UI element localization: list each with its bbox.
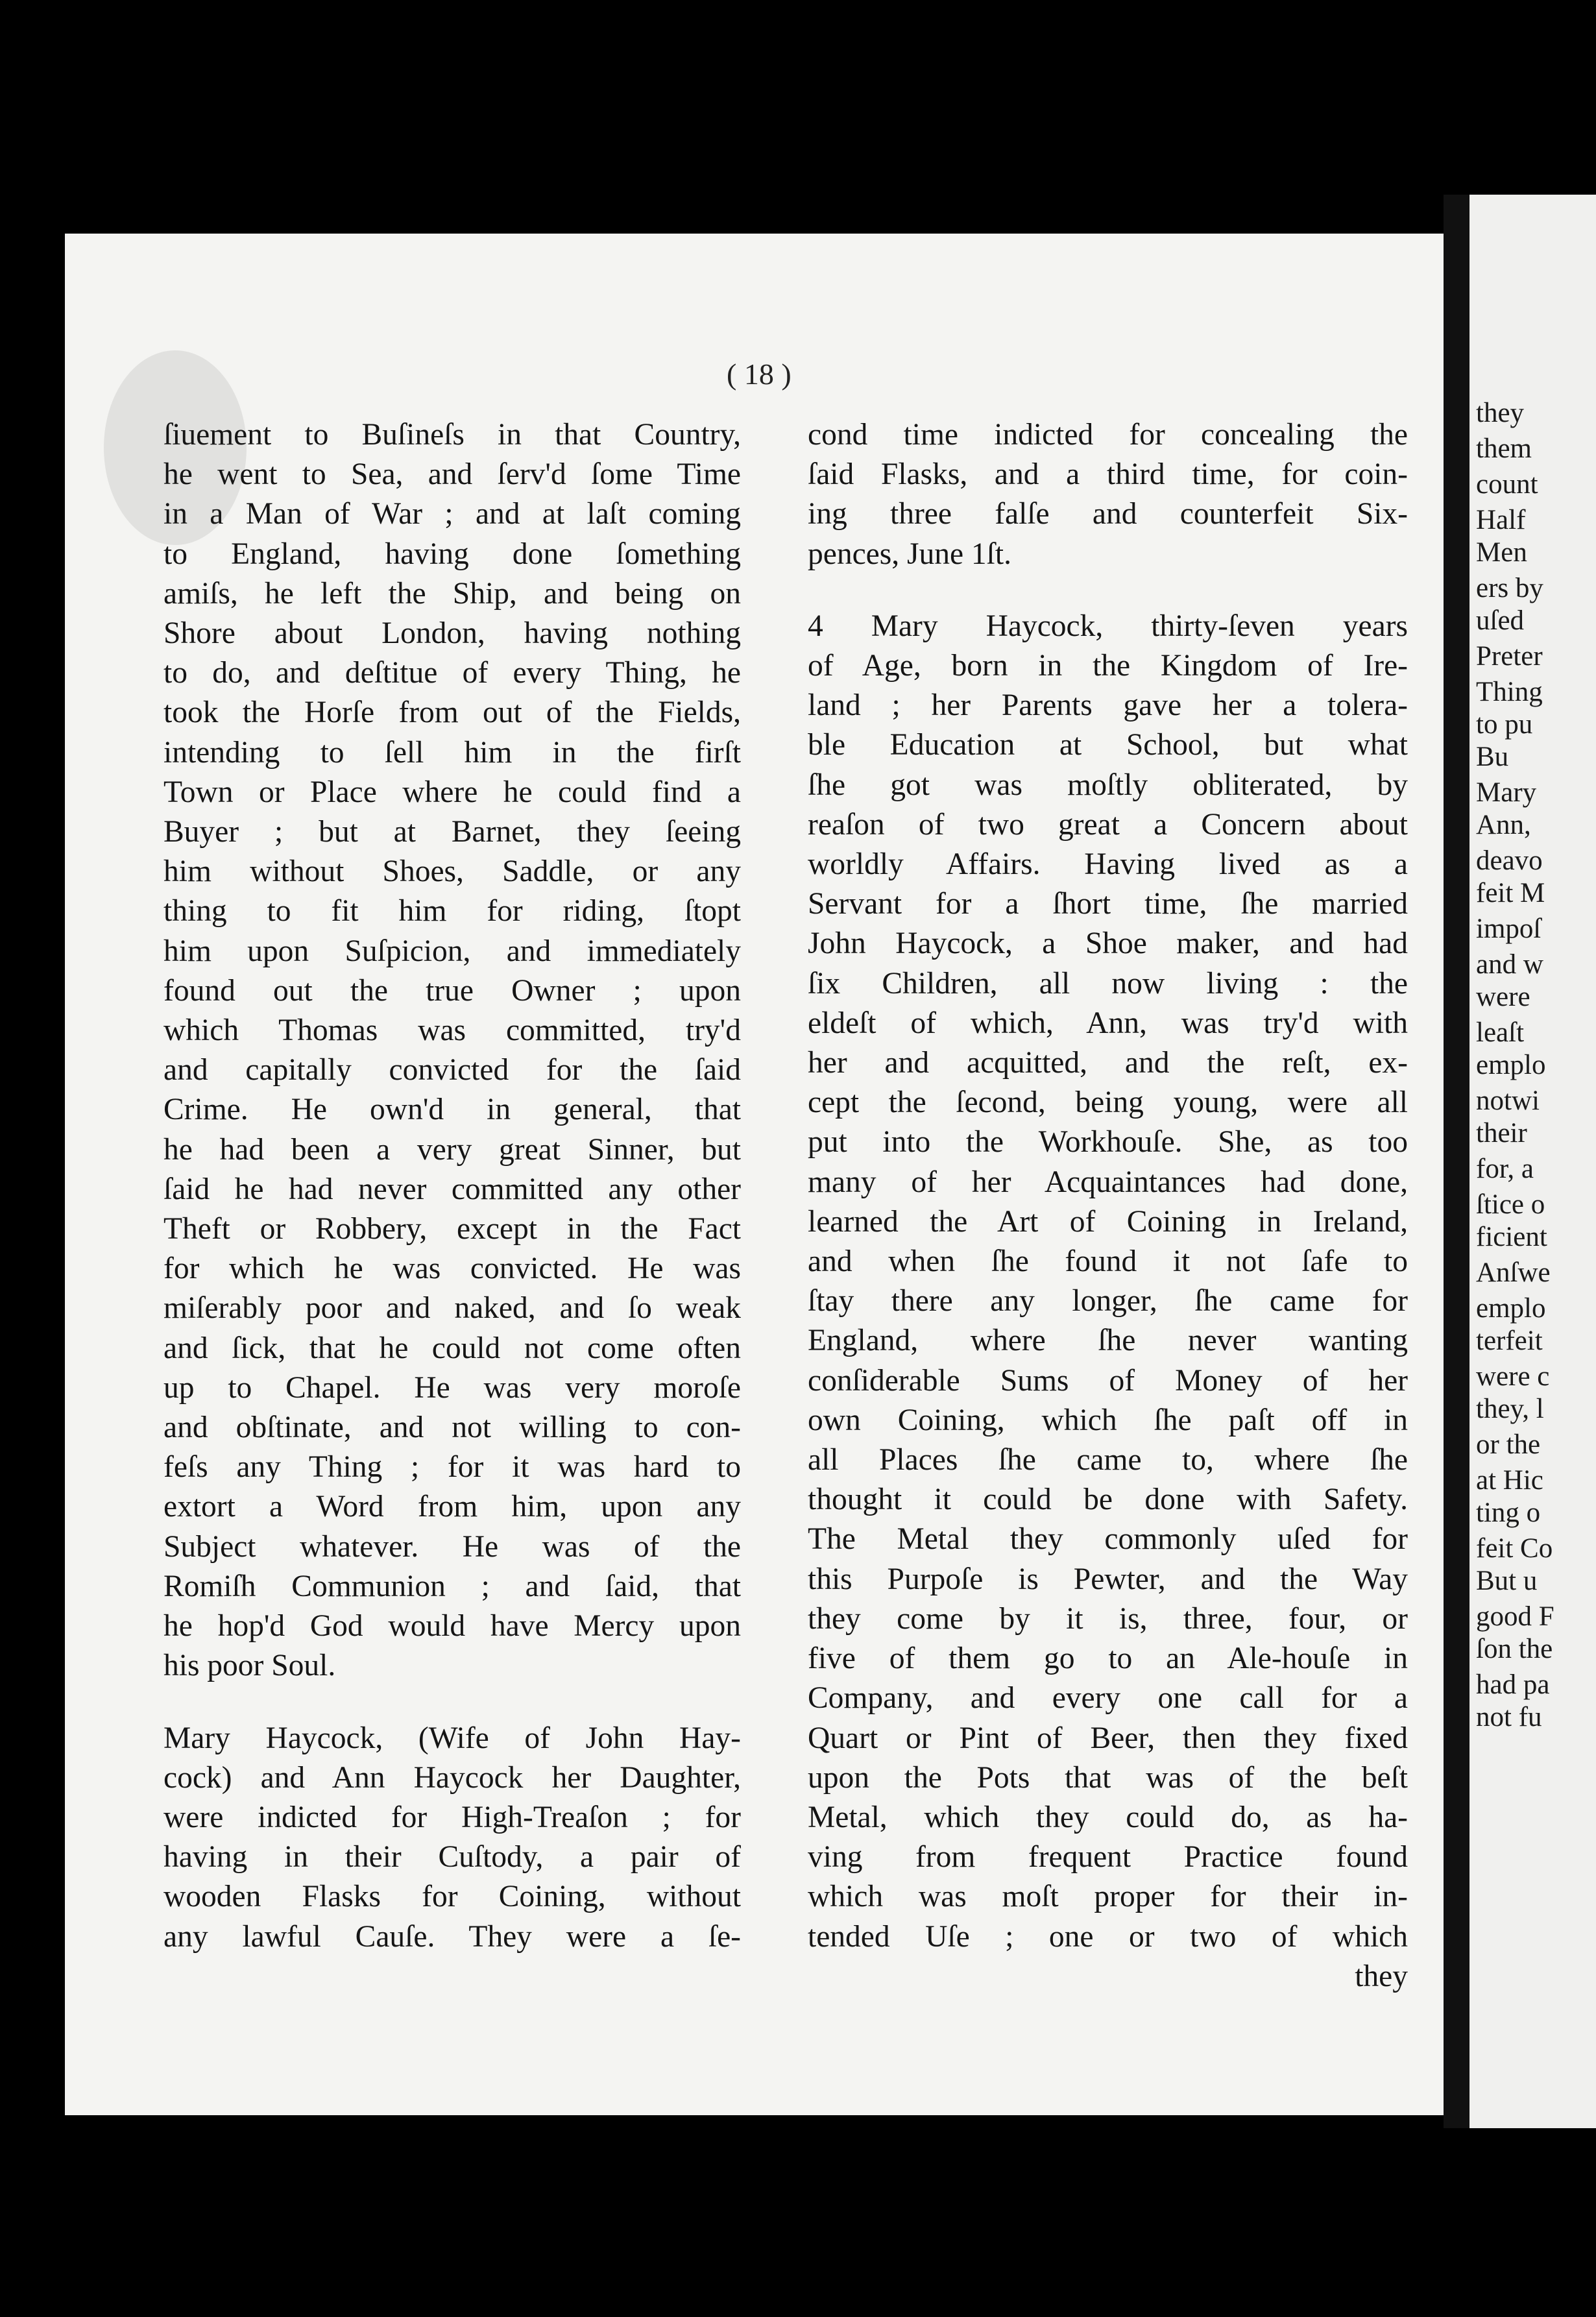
page-number: ( 18 ) — [727, 358, 792, 391]
adjacent-page-fragment: at Hic — [1476, 1465, 1543, 1496]
text-line: he hop'd God would have Mercy upon — [163, 1609, 741, 1644]
text-line: reaſon of two great a Concern about — [808, 807, 1408, 842]
text-line: Town or Place where he could find a — [163, 775, 741, 809]
text-line: learned the Art of Coining in Ireland, — [808, 1204, 1408, 1239]
text-line: own Coining, which ſhe paſt off in — [808, 1403, 1408, 1437]
text-line: were indicted for High-Treaſon ; for — [163, 1800, 741, 1834]
text-line: he went to Sea, and ſerv'd ſome Time — [163, 457, 741, 492]
text-line: cept the ſecond, being young, were all — [808, 1086, 1408, 1120]
book-spine — [1444, 195, 1469, 2128]
text-line: cond time indicted for concealing the — [808, 418, 1408, 452]
text-line: five of them go to an Ale-houſe in — [808, 1642, 1408, 1676]
text-line: her and acquitted, and the reſt, ex- — [808, 1046, 1408, 1080]
adjacent-page-fragment: or the — [1476, 1429, 1541, 1460]
text-line: they come by it is, three, four, or — [808, 1601, 1408, 1636]
text-line: John Haycock, a Shoe maker, and had — [808, 927, 1408, 961]
adjacent-page-fragment: impoſ — [1476, 914, 1542, 944]
adjacent-page-fragment: Men — [1476, 537, 1527, 568]
adjacent-page-fragment: they, l — [1476, 1394, 1544, 1424]
text-line: him upon Suſpicion, and immediately — [163, 934, 741, 968]
adjacent-page-fragment: had pa — [1476, 1669, 1550, 1700]
adjacent-page-fragment: Mary — [1476, 777, 1537, 808]
adjacent-page-fragment: notwi — [1476, 1086, 1540, 1116]
text-line: this Purpoſe is Pewter, and the Way — [808, 1562, 1408, 1596]
text-line: feſs any Thing ; for it was hard to — [163, 1450, 741, 1485]
text-line: Quart or Pint of Beer, then they fixed — [808, 1721, 1408, 1755]
adjacent-page-fragment: ficient — [1476, 1222, 1547, 1252]
text-line: ing three falſe and counterfeit Six- — [808, 497, 1408, 531]
text-line: Shore about London, having nothing — [163, 616, 741, 651]
adjacent-page-fragment: and w — [1476, 949, 1543, 980]
text-line: his poor Soul. — [163, 1649, 336, 1683]
text-line: Theft or Robbery, except in the Fact — [163, 1212, 741, 1246]
text-line: amiſs, he left the Ship, and being on — [163, 576, 741, 611]
adjacent-page-fragment: ting o — [1476, 1498, 1541, 1528]
text-line: Crime. He own'd in general, that — [163, 1093, 741, 1127]
adjacent-page-fragment: were c — [1476, 1361, 1550, 1392]
adjacent-page-fragment: their — [1476, 1118, 1527, 1148]
adjacent-page-fragment: not fu — [1476, 1702, 1542, 1732]
adjacent-page-fragment: emplo — [1476, 1050, 1546, 1080]
text-line: all Places ſhe came to, where ſhe — [808, 1443, 1408, 1477]
adjacent-page-fragment: Preter — [1476, 641, 1543, 672]
text-line: ſtay there any longer, ſhe came for — [808, 1284, 1408, 1318]
text-line: wooden Flasks for Coining, without — [163, 1880, 741, 1914]
text-line: eldeſt of which, Ann, was try'd with — [808, 1006, 1408, 1040]
text-line: ſiuement to Buſineſs in that Country, — [163, 418, 741, 452]
adjacent-page-fragment: count — [1476, 469, 1538, 500]
text-line: land ; her Parents gave her a tolera- — [808, 688, 1408, 723]
text-line: The Metal they commonly uſed for — [808, 1522, 1408, 1557]
adjacent-page-fragment: Bu — [1476, 742, 1509, 772]
text-line: to do, and deſtitue of every Thing, he — [163, 656, 741, 690]
text-line: and obſtinate, and not willing to con- — [163, 1411, 741, 1445]
text-line: in a Man of War ; and at laſt coming — [163, 497, 741, 531]
text-line: Buyer ; but at Barnet, they ſeeing — [163, 815, 741, 849]
adjacent-page-fragment: Ann, — [1476, 810, 1531, 840]
text-line: intending to ſell him in the firſt — [163, 735, 741, 770]
adjacent-page-fragment: Half — [1476, 505, 1526, 535]
text-line: ving from frequent Practice found — [808, 1840, 1408, 1874]
text-line: of Age, born in the Kingdom of Ire- — [808, 649, 1408, 683]
text-line: and ſick, that he could not come often — [163, 1331, 741, 1365]
text-line: upon the Pots that was of the beſt — [808, 1760, 1408, 1795]
paragraph-gap — [163, 1686, 741, 1719]
adjacent-page-fragment: good F — [1476, 1601, 1554, 1632]
adjacent-page-fragment: ſon the — [1476, 1634, 1553, 1664]
left-column — [163, 415, 741, 1957]
text-line: ſaid Flasks, and a third time, for coin- — [808, 457, 1408, 492]
adjacent-page-fragment: for, a — [1476, 1154, 1534, 1184]
text-line: tended Uſe ; one or two of which — [808, 1919, 1408, 1954]
text-line: put into the Workhouſe. She, as too — [808, 1125, 1408, 1159]
text-line: ſix Children, all now living : the — [808, 966, 1408, 1001]
adjacent-page-fragment: Anſwe — [1476, 1257, 1551, 1288]
text-line: for which he was convicted. He was — [163, 1252, 741, 1286]
text-line: Metal, which they could do, as ha- — [808, 1800, 1408, 1834]
text-line: England, where ſhe never wanting — [808, 1324, 1408, 1358]
text-line: ſhe got was moſtly obliterated, by — [808, 768, 1408, 802]
text-line: he had been a very great Sinner, but — [163, 1132, 741, 1167]
text-line: ble Education at School, but what — [808, 728, 1408, 762]
adjacent-page-fragment: terfeit — [1476, 1326, 1543, 1356]
text-line: and capitally convicted for the ſaid — [163, 1053, 741, 1087]
text-line: ſaid he had never committed any other — [163, 1172, 741, 1206]
text-line: extort a Word from him, upon any — [163, 1490, 741, 1524]
text-line: Servant for a ſhort time, ſhe married — [808, 887, 1408, 921]
text-line: found out the true Owner ; upon — [163, 973, 741, 1008]
adjacent-page-fragment: ers by — [1476, 573, 1543, 603]
text-line: they — [1355, 1959, 1408, 1993]
adjacent-page-fragment: ſtice o — [1476, 1189, 1545, 1220]
adjacent-page-fragment: feit Co — [1476, 1533, 1553, 1564]
adjacent-page-fragment: But u — [1476, 1566, 1538, 1596]
text-line: pences, June 1ſt. — [808, 537, 1011, 571]
text-line: Romiſh Communion ; and ſaid, that — [163, 1569, 741, 1603]
text-line: miſerably poor and naked, and ſo weak — [163, 1291, 741, 1326]
adjacent-page-fragment: uſed — [1476, 605, 1525, 636]
text-line: 4 Mary Haycock, thirty-ſeven years — [808, 609, 1408, 643]
adjacent-page-fragment: deavo — [1476, 845, 1543, 876]
text-line: Company, and every one call for a — [808, 1681, 1408, 1716]
text-line: having in their Cuſtody, a pair of — [163, 1840, 741, 1874]
adjacent-page-fragment: Thing — [1476, 677, 1543, 707]
text-line: which Thomas was committed, try'd — [163, 1013, 741, 1048]
paragraph-gap — [808, 574, 1408, 607]
adjacent-page — [1469, 195, 1596, 2128]
text-line: and when ſhe found it not ſafe to — [808, 1244, 1408, 1279]
text-line: conſiderable Sums of Money of her — [808, 1363, 1408, 1398]
text-line: him without Shoes, Saddle, or any — [163, 855, 741, 889]
text-line: any lawful Cauſe. They were a ſe- — [163, 1919, 741, 1954]
text-line: thing to fit him for riding, ſtopt — [163, 894, 741, 928]
adjacent-page-fragment: were — [1476, 982, 1530, 1012]
adjacent-page-fragment: to pu — [1476, 709, 1533, 740]
adjacent-page-fragment: emplo — [1476, 1293, 1546, 1324]
right-column — [808, 415, 1408, 1996]
text-line: Mary Haycock, (Wife of John Hay- — [163, 1721, 741, 1755]
text-line: took the Horſe from out of the Fields, — [163, 696, 741, 730]
text-line: many of her Acquaintances had done, — [808, 1165, 1408, 1199]
adjacent-page-fragment: they — [1476, 398, 1525, 428]
text-line: thought it could be done with Safety. — [808, 1483, 1408, 1517]
adjacent-page-fragment: feit M — [1476, 878, 1545, 908]
text-line: to England, having done ſomething — [163, 537, 741, 571]
adjacent-page-fragment: them — [1476, 433, 1532, 464]
text-line: cock) and Ann Haycock her Daughter, — [163, 1760, 741, 1795]
text-line: worldly Affairs. Having lived as a — [808, 847, 1408, 882]
text-line: up to Chapel. He was very moroſe — [163, 1370, 741, 1405]
text-line: which was moſt proper for their in- — [808, 1880, 1408, 1914]
text-line: Subject whatever. He was of the — [163, 1529, 741, 1564]
adjacent-page-fragment: leaſt — [1476, 1017, 1525, 1048]
